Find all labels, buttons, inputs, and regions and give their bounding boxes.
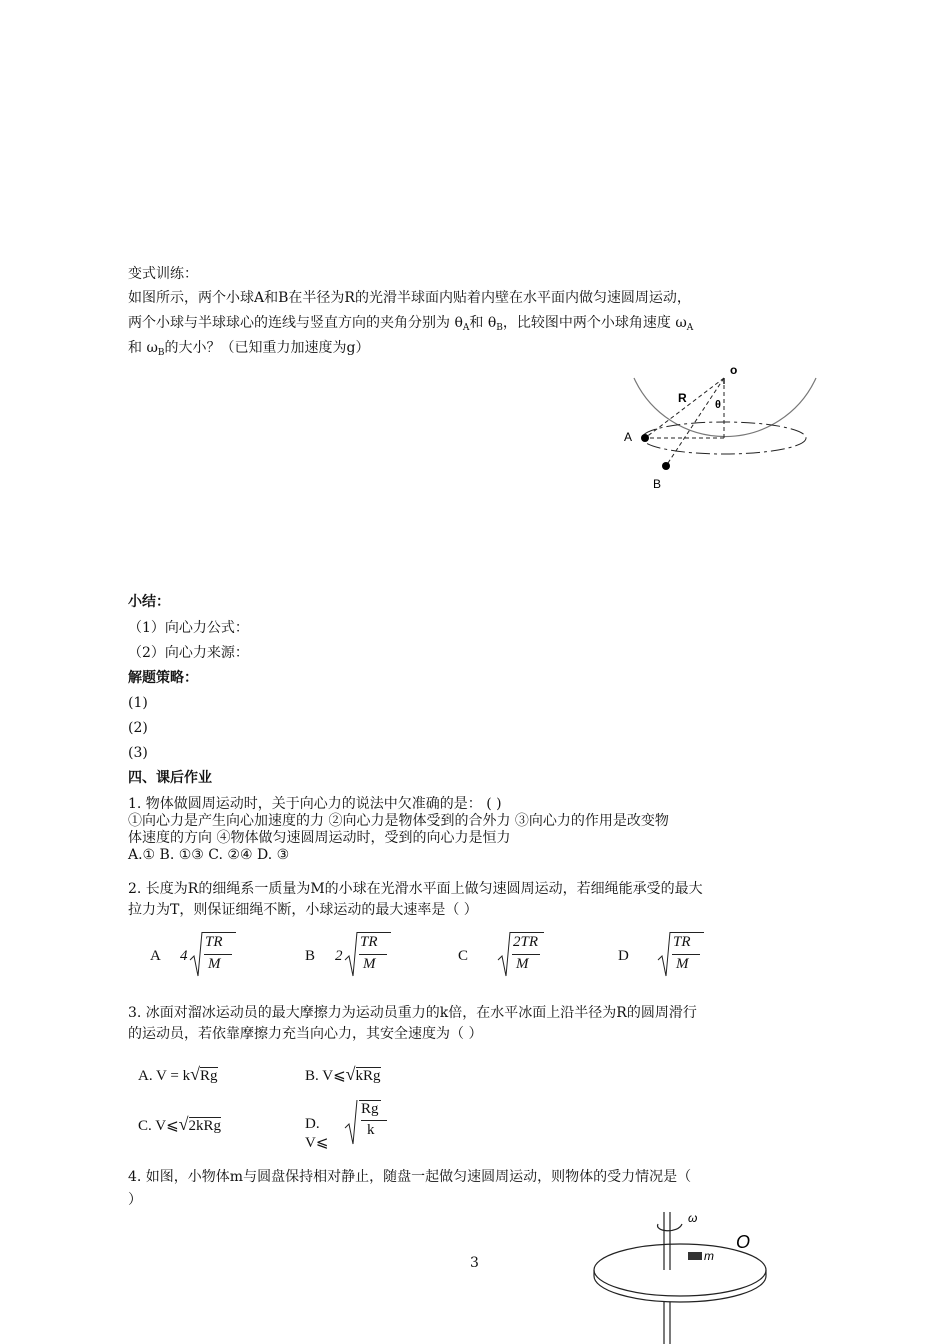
label-m: m [704,1249,714,1263]
label-b: B [653,477,662,491]
q2-option-b: B 2 TR M [305,932,425,980]
summary-item-1: （1）向心力公式： [128,620,249,636]
label-theta: θ [715,399,721,411]
q1-line1: 1. 物体做圆周运动时，关于向心力的说法中欠准确的是： ( ) [128,796,502,812]
label-r: R [678,391,687,405]
strategy-item-3: (3) [128,745,148,761]
q1-line3: 体速度的方向 ④物体做匀速圆周运动时，受到的向心力是恒力 [128,830,511,846]
q1-line2: ①向心力是产生向心加速度的力 ②向心力是物体受到的合外力 ③向心力的作用是改变物 [128,813,669,829]
variant-text-line3: 和 $\omega_B$的大小？（已知重力加速度为g） [128,340,370,358]
disk-figure [590,1210,790,1344]
label-o-disk: O [736,1232,751,1252]
q3-line1: 3. 冰面对溜冰运动员的最大摩擦力为运动员重力的k倍，在水平冰面上沿半径为R的圆周滑行 [128,1005,697,1021]
q2-option-c: C 2TR M [458,932,578,980]
q2-line1: 2. 长度为R的细绳系一质量为M的小球在光滑水平面上做匀速圆周运动，若细绳能承受的最大 [128,881,703,897]
q2-option-a: A 4 TR M [150,932,270,980]
q2-option-d: D TR M [618,932,738,980]
strategy-heading: 解题策略： [128,670,198,686]
strategy-item-1: (1) [128,695,148,711]
ball-a [641,434,649,442]
q3-option-a: A. V = k√Rg [138,1064,218,1084]
summary-item-2: （2）向心力来源： [128,645,249,661]
label-omega: ω [688,1211,698,1225]
q3-line2: 的运动员，若依靠摩擦力充当向心力，其安全速度为（ ） [128,1026,483,1042]
variant-text-line1: 如图所示，两个小球A和B在半径为R的光滑半球面内贴着内壁在水平面内做匀速圆周运动， [128,290,691,306]
q4-line2: ） [128,1192,142,1208]
page-number: 3 [470,1255,479,1271]
homework-heading: 四、课后作业 [128,770,212,786]
q3-option-b: B. V⩽√kRg [305,1064,381,1084]
label-a: A [624,430,633,444]
label-o: o [730,363,738,377]
variant-heading: 变式训练： [128,266,198,282]
variant-text-line2: 两个小球与半球球心的连线与竖直方向的夹角分别为 $\theta_A$和 $\theta_B$，比较图中两个小球角速度 $\omega_A$ [128,315,694,333]
strategy-item-2: (2) [128,720,148,736]
q4-line1: 4. 如图，小物体m与圆盘保持相对静止，随盘一起做匀速圆周运动，则物体的受力情况是（ [128,1169,692,1185]
q3-option-c: C. V⩽√2kRg [138,1114,222,1134]
summary-heading: 小结： [128,594,170,610]
block-m [688,1252,702,1260]
q1-options: A.① B. ①③ C. ②④ D. ③ [128,847,290,863]
q2-line2: 拉力为T，则保证细绳不断，小球运动的最大速率是（ ） [128,902,478,918]
hemisphere-figure [620,363,830,516]
ball-b [662,462,670,470]
